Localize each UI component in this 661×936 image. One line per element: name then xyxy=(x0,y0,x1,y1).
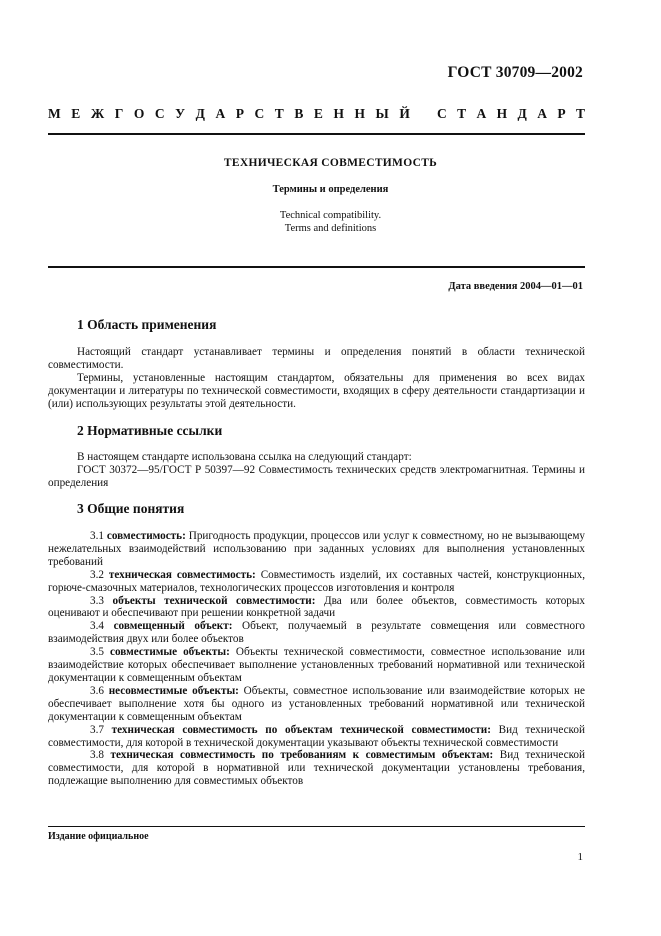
item-number: 3.8 xyxy=(90,749,104,762)
definition: Вид технической совместимости, для которой в технической документации указывают объекты технической совместимости xyxy=(48,723,586,749)
banner-letter: А xyxy=(537,106,547,121)
item-number: 3.3 xyxy=(90,594,104,607)
term: совместимые объекты: xyxy=(110,646,230,659)
paragraph: Настоящий стандарт устанавливает термины и определения понятий в области технической совместимости. xyxy=(48,346,585,371)
introduction-date: Дата введения 2004—01—01 xyxy=(448,281,583,292)
banner-letter: Н xyxy=(354,106,365,121)
banner-letter: Н xyxy=(333,106,344,121)
section-references-text xyxy=(48,451,585,490)
middle-divider xyxy=(48,266,585,268)
definition-item xyxy=(48,685,585,724)
definition-item xyxy=(48,569,585,595)
definition: Объекты технической совместимости, совместное использование или взаимодействие которых обеспечивает выполнение установленных требований нормативной или технической документации к совмещенным объектам xyxy=(48,646,586,684)
definition: Совместимость изделий, их составных частей, конструкционных, горюче-смазочных материалов, технологических процессов изготовления и контроля xyxy=(48,568,586,594)
banner-word-standard xyxy=(437,106,585,122)
definition: Объекты, совместное использование или взаимодействие которых не обеспечивает выполнение хотя бы одного из установленных требований нормативной или технической документации к совмещенным объектам xyxy=(48,684,586,723)
banner-letter: Н xyxy=(496,106,508,121)
term: техническая совместимость по требованиям к совместимым объектам: xyxy=(110,749,494,762)
item-number: 3.1 xyxy=(90,530,104,542)
edition-note: Издание официальное xyxy=(48,831,149,842)
banner-letter: У xyxy=(175,106,186,121)
footer-divider xyxy=(48,826,585,827)
item-number: 3.6 xyxy=(90,684,104,697)
banner-letter: Р xyxy=(235,106,244,121)
item-number: 3.2 xyxy=(90,568,104,581)
banner-letter: О xyxy=(133,106,145,121)
item-number: 3.7 xyxy=(90,723,104,736)
term: техническая совместимость по объектам технической совместимости: xyxy=(111,723,491,736)
banner-letter: Т xyxy=(575,106,585,121)
standard-banner xyxy=(48,106,585,122)
term: несовместимые объекты: xyxy=(108,684,239,697)
term: совместимость: xyxy=(106,530,186,542)
banner-word-interstate xyxy=(48,106,410,122)
section-scope-text xyxy=(48,346,585,411)
banner-letter: М xyxy=(48,106,61,121)
document-number: ГОСТ 30709—2002 xyxy=(447,64,583,81)
document-subtitle: Термины и определения xyxy=(272,184,389,195)
banner-letter: С xyxy=(154,106,165,121)
item-number: 3.5 xyxy=(90,646,104,659)
banner-letter: Д xyxy=(517,106,527,121)
banner-letter: А xyxy=(215,106,226,121)
definition: Два или более объектов, совместимость которых оценивают и обеспечивают при решении конкретной задачи xyxy=(48,594,586,620)
paragraph: ГОСТ 30372—95/ГОСТ Р 50397—92 Совместимость технических средств электромагнитная. Термины и определения xyxy=(48,463,585,489)
section-general-concepts-text xyxy=(48,530,585,788)
banner-letter: Г xyxy=(114,106,124,121)
definition: Вид технической совместимости, для которой в нормативной или технической документации установлены требования, подлежащие выполнению для совместимых объектов xyxy=(48,749,586,788)
definition-item xyxy=(48,595,585,621)
banner-letter: Е xyxy=(313,106,323,121)
paragraph: В настоящем стандарте использована ссылка на следующий стандарт: xyxy=(77,451,412,463)
banner-letter: В xyxy=(294,106,304,121)
section-heading-scope: 1 Область применения xyxy=(77,317,217,332)
document-title: ТЕХНИЧЕСКАЯ СОВМЕСТИМОСТЬ xyxy=(223,157,438,169)
banner-letter: Й xyxy=(399,106,410,121)
banner-letter: С xyxy=(254,106,265,121)
definition-item xyxy=(48,724,585,750)
definition-item xyxy=(48,749,585,788)
definition: Пригодность продукции, процессов или услуг к совместному, но не вызывающему нежелательных взаимодействий использованию при заданных условиях для выполнения установленных требований xyxy=(48,530,586,568)
term: техническая совместимость: xyxy=(108,568,256,581)
banner-letter: Т xyxy=(274,106,284,121)
banner-letter: А xyxy=(476,106,487,121)
definition-item xyxy=(48,646,585,685)
definition-item xyxy=(48,620,585,646)
banner-letter: Р xyxy=(557,106,566,121)
definition-item xyxy=(48,530,585,569)
banner-letter: Е xyxy=(71,106,81,121)
english-title-line1: Technical compatibility. xyxy=(279,210,382,221)
term: объекты технической совместимости: xyxy=(112,594,316,607)
banner-letter: Д xyxy=(195,106,205,121)
paragraph: Термины, установленные настоящим стандартом, обязательны для применения во всех видах документации и литературы по технической совместимости, входящих в сферу деятельности стандартизации и (или) использующих результаты этой деятельности. xyxy=(48,371,585,410)
top-divider xyxy=(48,133,585,135)
banner-letter: Ы xyxy=(375,106,389,121)
item-number: 3.4 xyxy=(90,620,104,633)
definition: Объект, получаемый в результате совмещения или совместного взаимодействия двух или более объектов xyxy=(48,620,586,646)
page-number: 1 xyxy=(577,851,583,863)
term: совмещенный объект: xyxy=(113,620,233,633)
english-title-line2: Terms and definitions xyxy=(284,223,377,234)
banner-letter: Ж xyxy=(90,106,105,121)
section-heading-general-concepts: 3 Общие понятия xyxy=(77,501,185,516)
section-heading-references: 2 Нормативные ссылки xyxy=(77,423,223,438)
banner-letter: Т xyxy=(457,106,467,121)
banner-letter: С xyxy=(437,106,447,121)
